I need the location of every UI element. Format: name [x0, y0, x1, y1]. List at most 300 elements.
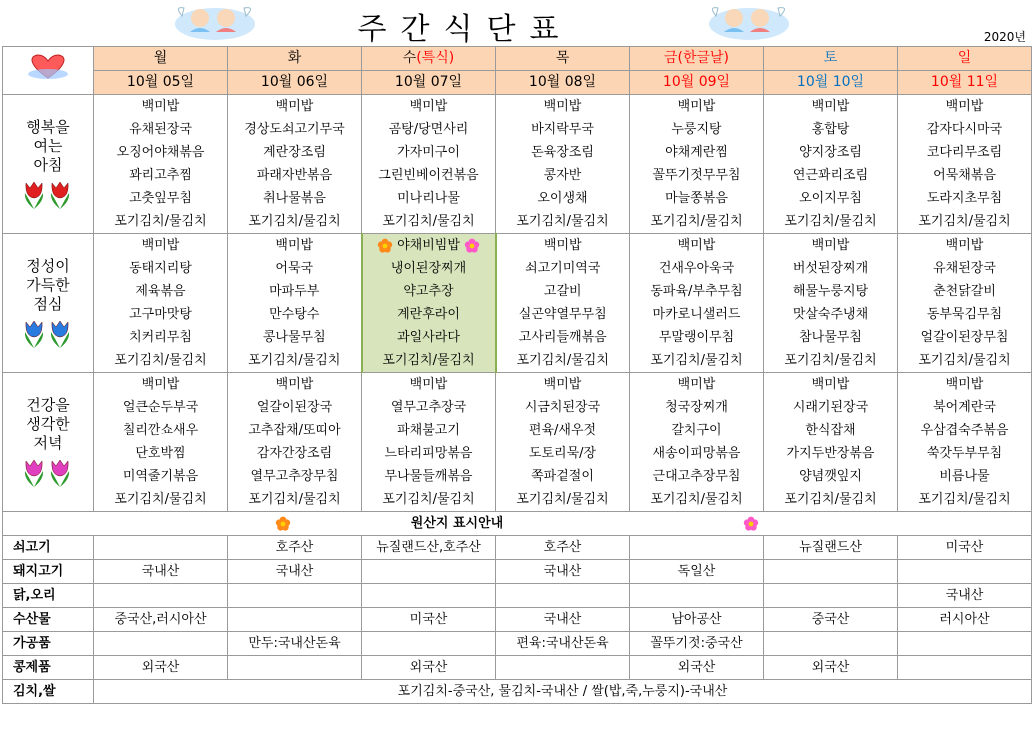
menu-item: [94, 303, 228, 326]
day-date-5: 10월 09일: [630, 71, 764, 95]
menu-item: [898, 373, 1032, 397]
day-date-7: 10월 11일: [898, 71, 1032, 95]
menu-item: [94, 373, 228, 397]
menu-item: [94, 349, 228, 373]
menu-item: [228, 257, 362, 280]
day-name: 금: [663, 50, 678, 66]
menu-item: [630, 419, 764, 442]
menu-item-text: 그린빈베이컨볶음: [378, 168, 479, 183]
origin-value: [94, 536, 228, 560]
menu-item: [630, 488, 764, 512]
menu-item-text: 포기김치/물김치: [784, 492, 877, 507]
kimchi-origin-text: 포기김치-중국산, 물김치-국내산 / 쌀(밥,죽,누룽지)-국내산: [94, 680, 1032, 704]
angels-icon: [170, 2, 260, 44]
day-header-row: [3, 47, 1032, 71]
origin-value: 뉴질랜드산: [764, 536, 898, 560]
menu-item: [898, 280, 1032, 303]
meal-label-line: 아침: [33, 155, 63, 174]
menu-item: [898, 349, 1032, 373]
menu-item-text: 쪽파겉절이: [531, 469, 594, 484]
origin-value: 국내산: [496, 608, 630, 632]
menu-item-text: 백미밥: [275, 99, 314, 114]
origin-value: [898, 656, 1032, 680]
origin-value: [362, 560, 496, 584]
day-date-3: 10월 07일: [362, 71, 496, 95]
year-label: 2020년: [983, 30, 1026, 44]
menu-item-text: 유채된장국: [129, 122, 192, 137]
menu-item-text: 어묵채볶음: [933, 168, 996, 183]
menu-item: [630, 210, 764, 234]
kimchi-origin-row: [3, 680, 1032, 704]
menu-item-text: 백미밥: [945, 99, 984, 114]
menu-item-text: 해물누룽지탕: [792, 284, 869, 299]
meal-label-line: 여는: [33, 136, 63, 155]
menu-item: [630, 257, 764, 280]
menu-item-text: 만수탕수: [269, 307, 320, 322]
menu-item-text: 미역줄기볶음: [122, 469, 199, 484]
menu-item: [764, 95, 898, 119]
menu-item: [228, 187, 362, 210]
menu-item-text: 동부묵김무침: [926, 307, 1003, 322]
menu-item: [228, 419, 362, 442]
menu-item-text: 도라지초무침: [926, 191, 1003, 206]
menu-row: [3, 373, 1032, 397]
menu-row: [3, 187, 1032, 210]
day-name-1: [94, 47, 228, 71]
menu-item: [228, 326, 362, 349]
menu-item-text: 한식잡채: [805, 423, 856, 438]
menu-item: [630, 141, 764, 164]
menu-item: [496, 257, 630, 280]
menu-item-text: 감자간장조림: [256, 446, 333, 461]
menu-item-text: 시래기된장국: [792, 400, 869, 415]
origin-title-row: [3, 512, 1032, 536]
menu-item-text: 열무고추장무침: [250, 469, 339, 484]
origin-value: [764, 632, 898, 656]
day-name-6: [764, 47, 898, 71]
origin-value: [362, 632, 496, 656]
menu-item: [630, 326, 764, 349]
menu-item-text: 곰탕/당면사리: [388, 122, 469, 137]
menu-item-text: 포기김치/물김치: [918, 214, 1011, 229]
menu-item: [94, 280, 228, 303]
menu-item: [898, 141, 1032, 164]
menu-item: [362, 442, 496, 465]
flower-icon: [275, 516, 291, 532]
menu-item: [362, 465, 496, 488]
menu-item: [362, 419, 496, 442]
menu-item-text: 포기김치/물김치: [114, 353, 207, 368]
menu-item-text: 백미밥: [409, 377, 448, 392]
menu-item: [764, 396, 898, 419]
day-name: 목: [555, 50, 570, 66]
menu-row: [3, 164, 1032, 187]
menu-item-text: 고구마맛탕: [129, 307, 192, 322]
menu-item-text: 포기김치/물김치: [650, 353, 743, 368]
tulip-icon: [20, 457, 76, 489]
origin-value: [228, 608, 362, 632]
menu-item: [94, 326, 228, 349]
menu-item-text: 백미밥: [677, 377, 716, 392]
menu-row: [3, 280, 1032, 303]
day-name-5: [630, 47, 764, 71]
menu-item: [362, 257, 496, 280]
menu-item: [764, 442, 898, 465]
menu-item-text: 백미밥: [945, 238, 984, 253]
menu-item-text: 무말랭이무침: [658, 330, 735, 345]
origin-value: 미국산: [362, 608, 496, 632]
menu-item-text: 포기김치/물김치: [516, 353, 609, 368]
flower-icon: [377, 238, 393, 254]
origin-row: [3, 608, 1032, 632]
day-name-4: [496, 47, 630, 71]
page-title: 주간식단표: [357, 12, 573, 47]
day-name: 화: [287, 50, 302, 66]
menu-item: [94, 442, 228, 465]
day-name: 수: [402, 50, 417, 66]
menu-item-text: 누룽지탕: [671, 122, 722, 137]
menu-item: [362, 396, 496, 419]
menu-item-text: 포기김치/물김치: [114, 492, 207, 507]
menu-item-text: 오징어야채볶음: [116, 145, 205, 160]
menu-item-text: 포기김치/물김치: [248, 492, 341, 507]
menu-row: [3, 118, 1032, 141]
menu-row: [3, 442, 1032, 465]
menu-item: [228, 396, 362, 419]
menu-item: [764, 234, 898, 258]
menu-item: [496, 118, 630, 141]
menu-item-text: 편육/새우젓: [528, 423, 597, 438]
menu-item: [496, 303, 630, 326]
menu-item-text: 백미밥: [543, 238, 582, 253]
menu-item-text: 청국장찌개: [665, 400, 728, 415]
menu-item: [898, 326, 1032, 349]
origin-value: [94, 584, 228, 608]
origin-value: 편육:국내산돈육: [496, 632, 630, 656]
origin-value: [898, 632, 1032, 656]
menu-item-text: 참나물무침: [799, 330, 862, 345]
menu-item: [228, 442, 362, 465]
origin-label: 콩제품: [3, 656, 94, 680]
heart-balloon-icon: [24, 52, 72, 82]
menu-item-text: 근대고추장무침: [652, 469, 741, 484]
meal-label-line: 저녁: [33, 433, 63, 452]
origin-value: 꼴뚜기젓:중국산: [630, 632, 764, 656]
menu-item-text: 포기김치/물김치: [248, 214, 341, 229]
menu-item-text: 가자미구이: [397, 145, 460, 160]
menu-item-text: 오이지무침: [799, 191, 862, 206]
menu-item: [228, 465, 362, 488]
menu-item: [630, 164, 764, 187]
origin-row: [3, 656, 1032, 680]
menu-row: [3, 396, 1032, 419]
menu-item-text: 고춧잎무침: [129, 191, 192, 206]
menu-item: [764, 141, 898, 164]
menu-row: [3, 465, 1032, 488]
menu-item: [362, 303, 496, 326]
menu-item: [496, 210, 630, 234]
day-name-7: [898, 47, 1032, 71]
day-name: 일: [957, 50, 972, 66]
menu-item-text: 포기김치/물김치: [650, 492, 743, 507]
menu-item: [764, 373, 898, 397]
menu-item: [898, 396, 1032, 419]
menu-item: [898, 210, 1032, 234]
menu-item: [764, 465, 898, 488]
menu-item-text: 고추잡채/또띠아: [248, 423, 341, 438]
menu-item: [898, 164, 1032, 187]
menu-item: [94, 210, 228, 234]
menu-item: [94, 234, 228, 258]
origin-value: 남아공산: [630, 608, 764, 632]
menu-item-text: 꼴뚜기젓무무침: [652, 168, 741, 183]
origin-row: [3, 632, 1032, 656]
meal-label-line: 정성이: [26, 256, 70, 275]
menu-item: [94, 164, 228, 187]
menu-item-text: 백미밥: [275, 238, 314, 253]
menu-item-text: 우삼겹숙주볶음: [920, 423, 1009, 438]
menu-item-text: 어묵국: [275, 261, 314, 276]
menu-item: [630, 396, 764, 419]
menu-item-text: 무나물들깨볶음: [384, 469, 473, 484]
origin-value: [94, 632, 228, 656]
origin-value: 미국산: [898, 536, 1032, 560]
menu-item: [630, 95, 764, 119]
menu-row: [3, 488, 1032, 512]
origin-row: [3, 584, 1032, 608]
menu-item-text: 백미밥: [409, 99, 448, 114]
menu-item: [898, 488, 1032, 512]
origin-value: 외국산: [764, 656, 898, 680]
menu-item: [898, 257, 1032, 280]
menu-item: [362, 95, 496, 119]
menu-item: [496, 141, 630, 164]
menu-item-text: 쑥갓두부무침: [926, 446, 1003, 461]
menu-item-text: 양념깻잎지: [799, 469, 862, 484]
origin-row: [3, 560, 1032, 584]
origin-value: 호주산: [228, 536, 362, 560]
origin-value: [764, 584, 898, 608]
menu-item: [764, 419, 898, 442]
menu-item-text: 새송이피망볶음: [652, 446, 741, 461]
menu-item-text: 포기김치/물김치: [784, 353, 877, 368]
origin-value: 뉴질랜드산,호주산: [362, 536, 496, 560]
menu-item-text: 춘천닭갈비: [933, 284, 996, 299]
menu-item-text: 계란후라이: [397, 307, 460, 322]
origin-title: [3, 512, 1032, 536]
menu-item-text: 백미밥: [945, 377, 984, 392]
kimchi-label: 김치,쌀: [3, 680, 94, 704]
meal-label-line: 건강을: [26, 395, 70, 414]
menu-item: [496, 164, 630, 187]
menu-row: [3, 141, 1032, 164]
menu-item-text: 포기김치/물김치: [382, 492, 475, 507]
menu-item-text: 백미밥: [811, 99, 850, 114]
menu-item-text: 실곤약열무무침: [518, 307, 607, 322]
tulip-icon: [20, 318, 76, 350]
menu-item: [228, 303, 362, 326]
day-special: (한글날): [677, 50, 730, 66]
origin-value: 독일산: [630, 560, 764, 584]
day-name-3: [362, 47, 496, 71]
menu-item-text: 동파육/부추무침: [650, 284, 743, 299]
origin-label: 쇠고기: [3, 536, 94, 560]
menu-item-text: 오이생채: [537, 191, 588, 206]
day-date-4: 10월 08일: [496, 71, 630, 95]
menu-item-text: 고사리들깨볶음: [518, 330, 607, 345]
menu-item-text: 느타리피망볶음: [384, 446, 473, 461]
menu-item: [94, 257, 228, 280]
corner-cell: [3, 47, 94, 95]
menu-item: [630, 118, 764, 141]
menu-item: [898, 187, 1032, 210]
menu-item: [496, 280, 630, 303]
menu-item-text: 냉이된장찌개: [390, 261, 467, 276]
menu-item-text: 열무고추장국: [390, 400, 467, 415]
menu-item: [496, 373, 630, 397]
menu-item-text: 돈육장조림: [531, 145, 594, 160]
menu-item-text: 백미밥: [275, 377, 314, 392]
menu-item-text: 백미밥: [811, 377, 850, 392]
origin-value: [898, 560, 1032, 584]
menu-item: [362, 349, 496, 373]
menu-item-text: 파래자반볶음: [256, 168, 333, 183]
menu-item: [94, 141, 228, 164]
menu-item-text: 포기김치/물김치: [248, 353, 341, 368]
menu-item-text: 북어계란국: [933, 400, 996, 415]
menu-item: [764, 326, 898, 349]
menu-item: [898, 465, 1032, 488]
menu-item-text: 칠리깐쇼새우: [122, 423, 199, 438]
menu-item: [362, 234, 496, 258]
menu-item: [630, 465, 764, 488]
menu-item: [764, 164, 898, 187]
menu-item: [496, 488, 630, 512]
menu-item-text: 포기김치/물김치: [650, 214, 743, 229]
menu-item-text: 백미밥: [543, 99, 582, 114]
menu-item-text: 과일사라다: [397, 330, 460, 345]
menu-item: [630, 349, 764, 373]
menu-item-text: 포기김치/물김치: [784, 214, 877, 229]
menu-item: [362, 280, 496, 303]
menu-item: [764, 210, 898, 234]
menu-item: [630, 280, 764, 303]
menu-item: [94, 396, 228, 419]
origin-value: 러시아산: [898, 608, 1032, 632]
menu-item-text: 야채비빔밥: [397, 238, 460, 253]
menu-item: [496, 442, 630, 465]
menu-item: [94, 118, 228, 141]
menu-item: [228, 488, 362, 512]
menu-item: [362, 488, 496, 512]
menu-item-text: 계란장조림: [263, 145, 326, 160]
menu-item-text: 포기김치/물김치: [918, 492, 1011, 507]
menu-item: [362, 141, 496, 164]
menu-item-text: 미나리나물: [397, 191, 460, 206]
menu-item-text: 취나물볶음: [263, 191, 326, 206]
menu-item: [228, 210, 362, 234]
angels-icon: [704, 2, 794, 44]
menu-item-text: 연근꽈리조림: [792, 168, 869, 183]
origin-label: 가공품: [3, 632, 94, 656]
day-name: 토: [823, 50, 838, 66]
menu-item-text: 고갈비: [543, 284, 582, 299]
menu-item: [228, 280, 362, 303]
menu-item: [630, 234, 764, 258]
menu-item-text: 맛살숙주냉채: [792, 307, 869, 322]
menu-item-text: 포기김치/물김치: [516, 214, 609, 229]
origin-value: [630, 584, 764, 608]
origin-value: 만두:국내산돈육: [228, 632, 362, 656]
menu-item-text: 버섯된장찌개: [792, 261, 869, 276]
origin-value: 국내산: [94, 560, 228, 584]
menu-item-text: 감자다시마국: [926, 122, 1003, 137]
origin-value: 국내산: [898, 584, 1032, 608]
menu-item-text: 콩나물무침: [262, 330, 326, 345]
menu-item: [898, 234, 1032, 258]
menu-item-text: 쇠고기미역국: [525, 261, 601, 276]
menu-item-text: 동태지리탕: [129, 261, 192, 276]
menu-item: [228, 373, 362, 397]
menu-item: [496, 326, 630, 349]
menu-item-text: 치커리무침: [129, 330, 192, 345]
menu-row: [3, 234, 1032, 258]
origin-label: 수산물: [3, 608, 94, 632]
meal-label-1: [3, 95, 94, 234]
origin-value: [228, 656, 362, 680]
menu-item: [764, 280, 898, 303]
meal-label-3: [3, 373, 94, 512]
menu-item-text: 야채계란찜: [665, 145, 728, 160]
menu-row: [3, 303, 1032, 326]
origin-value: 외국산: [362, 656, 496, 680]
menu-row: [3, 257, 1032, 280]
meal-label-2: [3, 234, 94, 373]
menu-item-text: 마늘쫑볶음: [665, 191, 728, 206]
origin-label: 돼지고기: [3, 560, 94, 584]
menu-item: [898, 95, 1032, 119]
menu-item-text: 백미밥: [677, 99, 716, 114]
menu-item-text: 백미밥: [141, 238, 180, 253]
menu-item-text: 제육볶음: [135, 284, 186, 299]
origin-value: [764, 560, 898, 584]
menu-item-text: 얼큰순두부국: [122, 400, 199, 415]
origin-value: [228, 584, 362, 608]
menu-item-text: 약고추장: [403, 284, 454, 299]
origin-value: 중국산: [764, 608, 898, 632]
menu-item: [630, 303, 764, 326]
menu-item: [362, 164, 496, 187]
menu-item-text: 갈치구이: [671, 423, 722, 438]
menu-item: [630, 373, 764, 397]
menu-item-text: 가지두반장볶음: [786, 446, 875, 461]
menu-item-text: 백미밥: [677, 238, 716, 253]
menu-item: [94, 187, 228, 210]
menu-item: [496, 419, 630, 442]
menu-item: [764, 118, 898, 141]
day-date-1: 10월 05일: [94, 71, 228, 95]
menu-item: [496, 465, 630, 488]
menu-item: [94, 465, 228, 488]
menu-item-text: 경상도쇠고기무국: [244, 122, 345, 137]
flower-icon: [464, 238, 480, 254]
origin-title-text: 원산지 표시안내: [410, 516, 504, 531]
menu-item-text: 얼갈이된장국: [256, 400, 333, 415]
menu-item-text: 비름나물: [939, 469, 990, 484]
menu-item-text: 마카로니샐러드: [652, 307, 741, 322]
flower-icon: [743, 516, 759, 532]
menu-item: [764, 257, 898, 280]
